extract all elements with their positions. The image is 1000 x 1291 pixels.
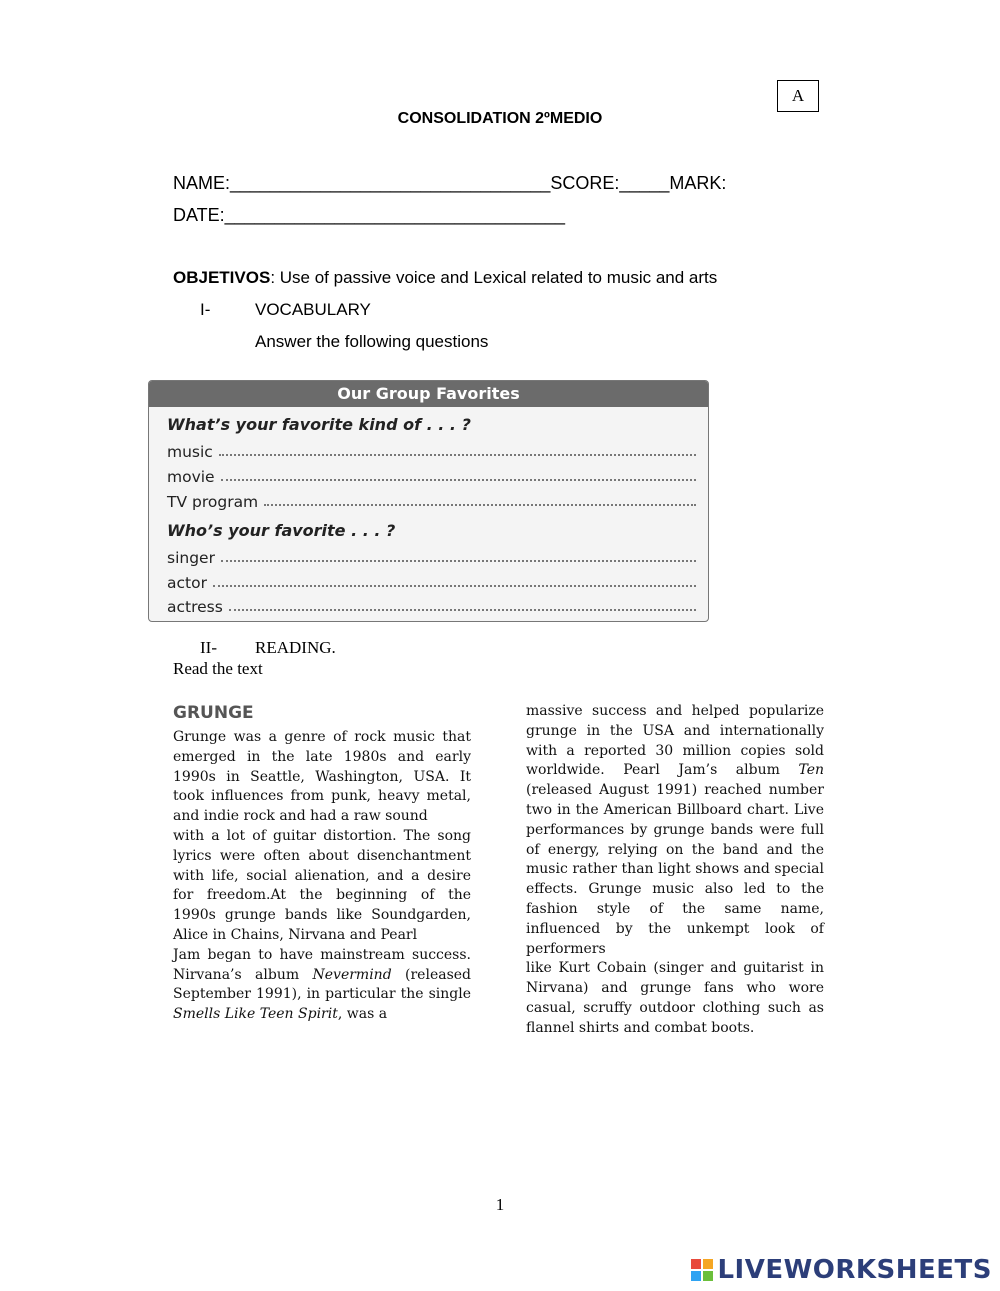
answer-row-actor[interactable] — [167, 570, 696, 592]
page-number: 1 — [495, 1195, 505, 1214]
answer-blank[interactable] — [229, 609, 696, 611]
section-title: VOCABULARY — [255, 300, 371, 319]
logo-text: LIVEWORKSHEETS — [717, 1255, 992, 1285]
logo-block — [691, 1271, 701, 1281]
answer-row-singer[interactable] — [167, 545, 696, 567]
album-title: Ten — [798, 762, 824, 779]
album-title: Nevermind — [312, 966, 392, 983]
logo-block — [703, 1271, 713, 1281]
answer-label: actress — [167, 598, 223, 616]
objectives-text: : Use of passive voice and Lexical related to music and arts — [270, 268, 718, 287]
answer-blank[interactable] — [219, 454, 696, 456]
page-title: CONSOLIDATION 2ºMEDIO — [397, 110, 603, 127]
answer-blank[interactable] — [264, 504, 696, 506]
article-paragraph: like Kurt Cobain (singer and guitarist in Nirvana) and grunge fans who wore casual, scruffy outdoor clothing such as flannel shirts and combat boots. — [526, 960, 824, 1036]
answer-blank[interactable] — [221, 479, 696, 481]
answer-label: music — [167, 443, 213, 461]
article-paragraph: Jam began to have mainstream success. Nirvana’s album Nevermind (released September 1991), in particular the single Smells Like Teen Spirit, was a — [173, 946, 472, 1023]
favorites-card — [148, 380, 709, 622]
objectives-label: OBJETIVOS — [173, 268, 271, 287]
date-line: DATE:__________________________________ — [173, 205, 566, 225]
section-instruction: Answer the following questions — [255, 332, 489, 351]
answer-label: TV program — [167, 493, 259, 511]
answer-row-music[interactable] — [167, 439, 696, 461]
section-number: I- — [200, 300, 211, 319]
logo-block — [691, 1259, 701, 1269]
article-heading: GRUNGE — [173, 703, 254, 723]
section-title: READING. — [255, 638, 336, 657]
answer-blank[interactable] — [213, 585, 696, 587]
favorites-question: What’s your favorite kind of . . . ? — [167, 415, 471, 434]
favorites-card-header: Our Group Favorites — [149, 381, 708, 407]
answer-blank[interactable] — [221, 560, 696, 562]
article-column-right — [526, 702, 824, 1039]
favorites-question: Who’s your favorite . . . ? — [167, 521, 396, 540]
answer-row-tv-program[interactable] — [167, 489, 696, 511]
logo-block — [703, 1259, 713, 1269]
name-score-mark-line: NAME:________________________________SCORE:_____MARK: — [173, 173, 727, 193]
article-column-left — [173, 728, 471, 1025]
section-instruction: Read the text — [173, 659, 263, 678]
answer-label: singer — [167, 549, 215, 567]
answer-row-movie[interactable] — [167, 464, 696, 486]
objectives — [173, 268, 717, 288]
logo-blocks-icon — [691, 1259, 713, 1281]
answer-label: actor — [167, 574, 207, 592]
version-box: A — [777, 80, 819, 112]
single-title: Smells Like Teen Spirit — [173, 1006, 338, 1023]
section-number: II- — [200, 638, 217, 657]
article-paragraph: massive success and helped popularize grunge in the USA and internationally with a reported 30 million copies sold worldwide. Pearl Jam’s album Ten (released August 1991) reached number two in the American Billboard chart. Live performances by grunge bands were full of energy, relying on the band and the music rather than light shows and special effects. Grunge music also led to the fashion style of the same name, influenced by the unkempt look of performers — [526, 703, 824, 957]
article-paragraph: Grunge was a genre of rock music that emerged in the late 1980s and early 1990s in Seattle, Washington, USA. It took influences from punk, heavy metal, and indie rock and had a raw sound — [173, 729, 471, 825]
answer-row-actress[interactable] — [167, 594, 696, 616]
answer-label: movie — [167, 468, 215, 486]
liveworksheets-logo — [691, 1255, 992, 1285]
article-paragraph: with a lot of guitar distortion. The song lyrics were often about disenchantment with life, social alienation, and a desire for freedom.At the beginning of the 1990s grunge bands like Soundgarden, Alice in Chains, Nirvana and Pearl — [173, 827, 471, 943]
